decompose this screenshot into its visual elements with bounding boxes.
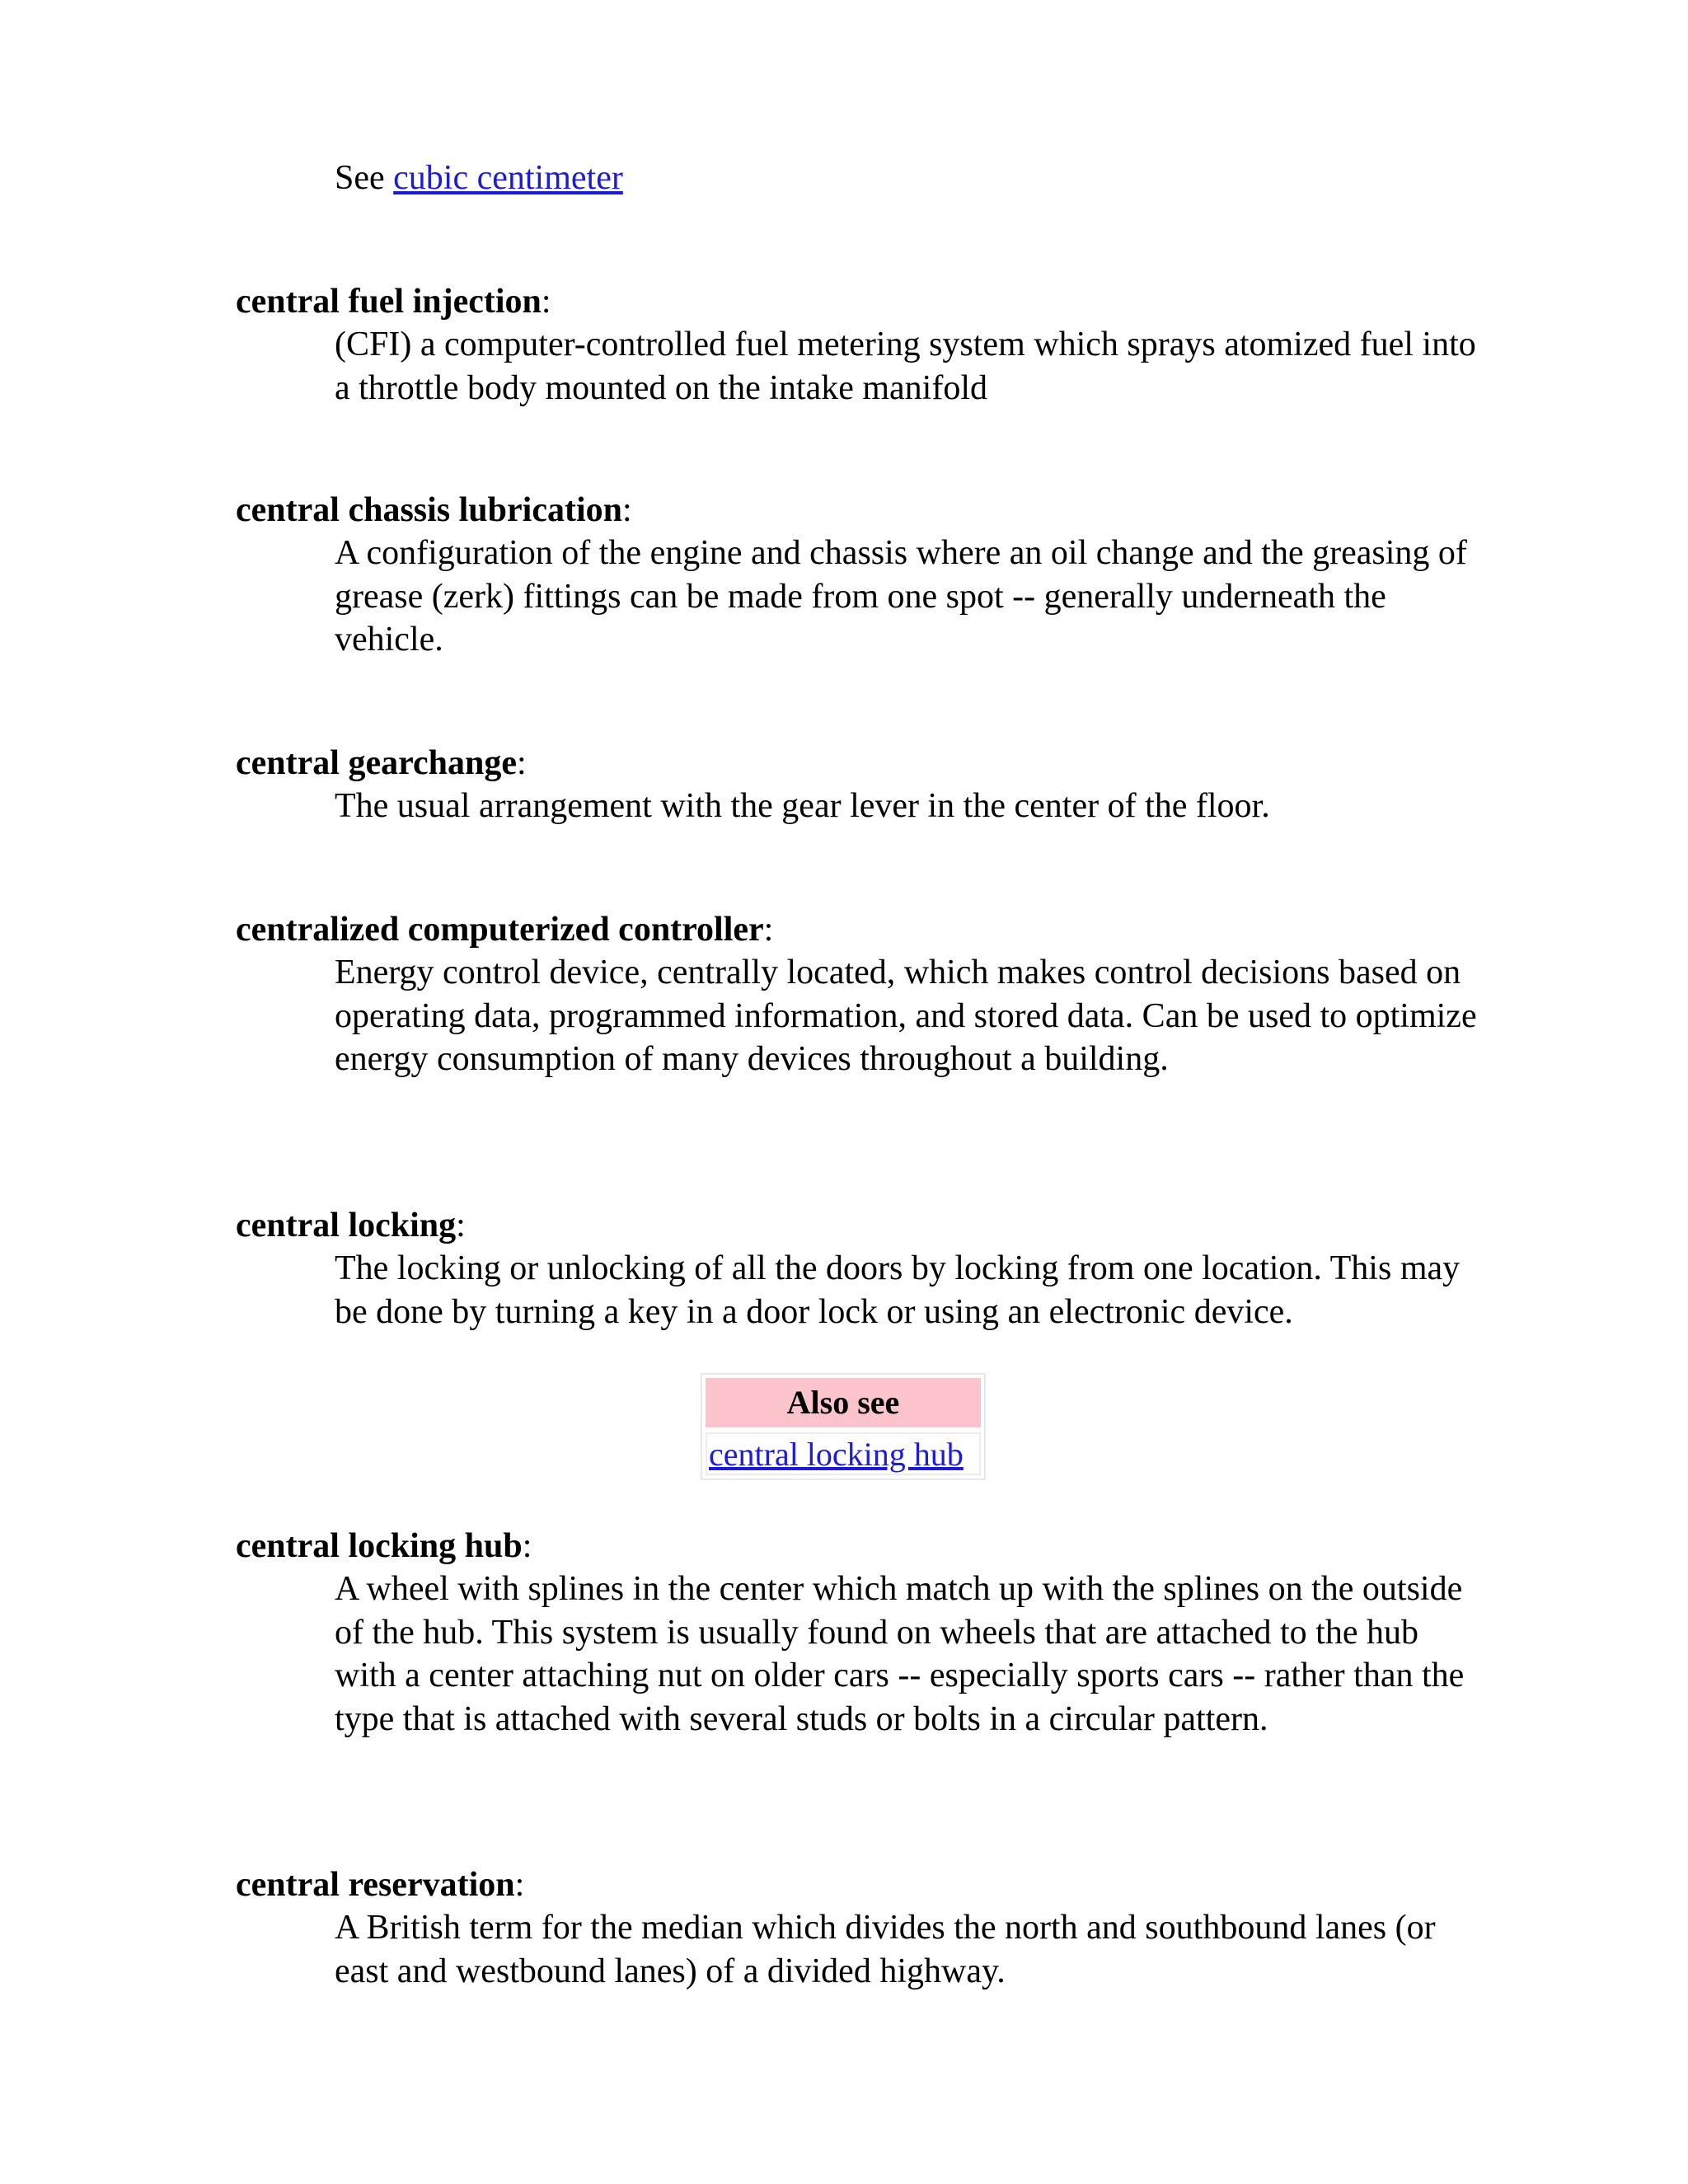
also-see-header: Also see <box>706 1378 981 1427</box>
entry-definition: Energy control device, centrally located, which makes control decisions based on operating data, programmed information, and stored data. Can be used to optimize energy consumption of many devices throughout a building. <box>335 954 1477 1078</box>
entry-term: central locking hub <box>236 1527 523 1565</box>
entry-term: central gearchange <box>236 744 517 782</box>
entry-central-locking: central locking: The locking or unlocking of all the doors by locking from one location. This may be done by turning a key in a door lock or using an electronic device. <box>236 1204 1489 1333</box>
entry-definition: The usual arrangement with the gear lever in the center of the floor. <box>335 787 1270 825</box>
see-prefix: See <box>335 159 394 197</box>
entry-definition: The locking or unlocking of all the doors by locking from one location. This may be done by turning a key in a door lock or using an electronic device. <box>335 1249 1461 1331</box>
entry-central-chassis-lubrication: central chassis lubrication: A configuration of the engine and chassis where an oil change and the greasing of grease (zerk) fittings can be made from one spot -- generally underneath the vehicle. <box>236 489 1489 662</box>
entry-term: central chassis lubrication <box>236 491 622 529</box>
entry-definition: A configuration of the engine and chassis where an oil change and the greasing of grease (zerk) fittings can be made from one spot -- generally underneath the vehicle. <box>335 534 1467 658</box>
entry-definition: A British term for the median which divides the north and southbound lanes (or east and westbound lanes) of a divided highway. <box>335 1909 1436 1990</box>
entry-centralized-computerized-controller: centralized computerized controller: Energy control device, centrally located, which makes control decisions based on operating data, programmed information, and stored data. Can be used to optimize energy consumption of many devices throughout a building. <box>236 908 1489 1081</box>
also-see-cell <box>706 1432 981 1475</box>
also-see-table <box>701 1373 986 1480</box>
entry-definition: (CFI) a computer-controlled fuel metering system which sprays atomized fuel into a throttle body mounted on the intake manifold <box>335 326 1476 407</box>
entry-central-fuel-injection: central fuel injection: (CFI) a computer-controlled fuel metering system which sprays atomized fuel into a throttle body mounted on the intake manifold <box>236 280 1489 410</box>
entry-central-locking-hub: central locking hub: A wheel with splines in the center which match up with the splines on the outside of the hub. This system is usually found on wheels that are attached to the hub with a center attaching nut on older cars -- especially sports cars -- rather than the type that is attached with several studs or bolts in a circular pattern. <box>236 1525 1489 1741</box>
see-reference <box>335 157 623 199</box>
entry-central-gearchange: central gearchange: The usual arrangement with the gear lever in the center of the floor. <box>236 742 1489 828</box>
cubic-centimeter-link[interactable]: cubic centimeter <box>393 159 623 197</box>
entry-central-reservation: central reservation: A British term for the median which divides the north and southbound lanes (or east and westbound lanes) of a divided highway. <box>236 1863 1489 1993</box>
entry-term: central fuel injection <box>236 283 542 321</box>
entry-term: central locking <box>236 1207 457 1244</box>
entry-term: central reservation <box>236 1866 515 1904</box>
central-locking-hub-link[interactable]: central locking hub <box>709 1436 964 1473</box>
entry-definition: A wheel with splines in the center which match up with the splines on the outside of the hub. This system is usually found on wheels that are attached to the hub with a center attaching nut on older cars -- especially sports cars -- rather than the type that is attached with several studs or bolts in a circular pattern. <box>335 1570 1465 1738</box>
entry-term: centralized computerized controller <box>236 911 764 949</box>
